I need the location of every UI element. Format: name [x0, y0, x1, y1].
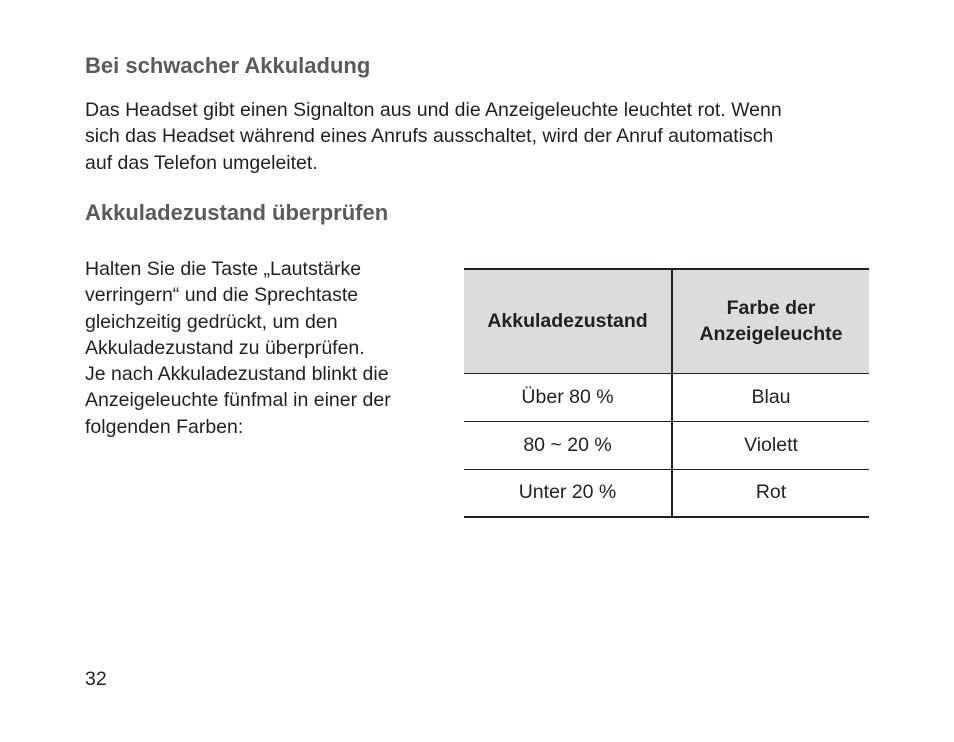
page-number: 32	[85, 668, 107, 690]
paragraph-line: Anzeigeleuchte fünfmal in einer der	[85, 389, 391, 412]
cell-battery-level: 80 ~ 20 %	[464, 421, 672, 469]
section-heading-low-battery: Bei schwacher Akkuladung	[85, 53, 371, 78]
table-row	[464, 373, 869, 421]
header-indicator-color-line1: Farbe der	[726, 297, 816, 320]
paragraph-line: Akkuladezustand zu überprüfen.	[85, 336, 365, 359]
paragraph-line: Halten Sie die Taste „Lautstärke	[85, 258, 362, 280]
cell-indicator-color: Violett	[744, 433, 798, 456]
paragraph-line: gleichzeitig gedrückt, um den	[85, 310, 338, 333]
header-indicator-color-line2: Anzeigeleuchte	[699, 323, 843, 346]
cell-battery-level: Über 80 %	[464, 373, 672, 421]
paragraph-line: sich das Headset während eines Anrufs ausschaltet, wird der Anruf automatisch	[85, 125, 774, 148]
header-battery-level: Akkuladezustand	[464, 269, 672, 373]
low-battery-paragraph	[85, 97, 885, 176]
paragraph-line: Das Headset gibt einen Signalton aus und die Anzeigeleuchte leuchtet rot. Wenn	[85, 99, 782, 121]
cell-indicator-color: Blau	[751, 385, 791, 408]
paragraph-line: Je nach Akkuladezustand blinkt die	[85, 363, 389, 386]
paragraph-line: folgenden Farben:	[85, 415, 244, 438]
section-heading-check-battery: Akkuladezustand überprüfen	[85, 200, 389, 225]
header-indicator-color	[672, 269, 869, 373]
table-row	[464, 421, 869, 469]
paragraph-line: auf das Telefon umgeleitet.	[85, 151, 318, 174]
table-row	[464, 469, 869, 517]
table-header-row	[464, 269, 869, 373]
battery-status-table	[464, 268, 869, 518]
paragraph-line: verringern“ und die Sprechtaste	[85, 284, 359, 307]
check-battery-paragraph	[85, 256, 445, 440]
cell-indicator-color: Rot	[755, 481, 787, 504]
cell-battery-level: Unter 20 %	[464, 469, 672, 517]
